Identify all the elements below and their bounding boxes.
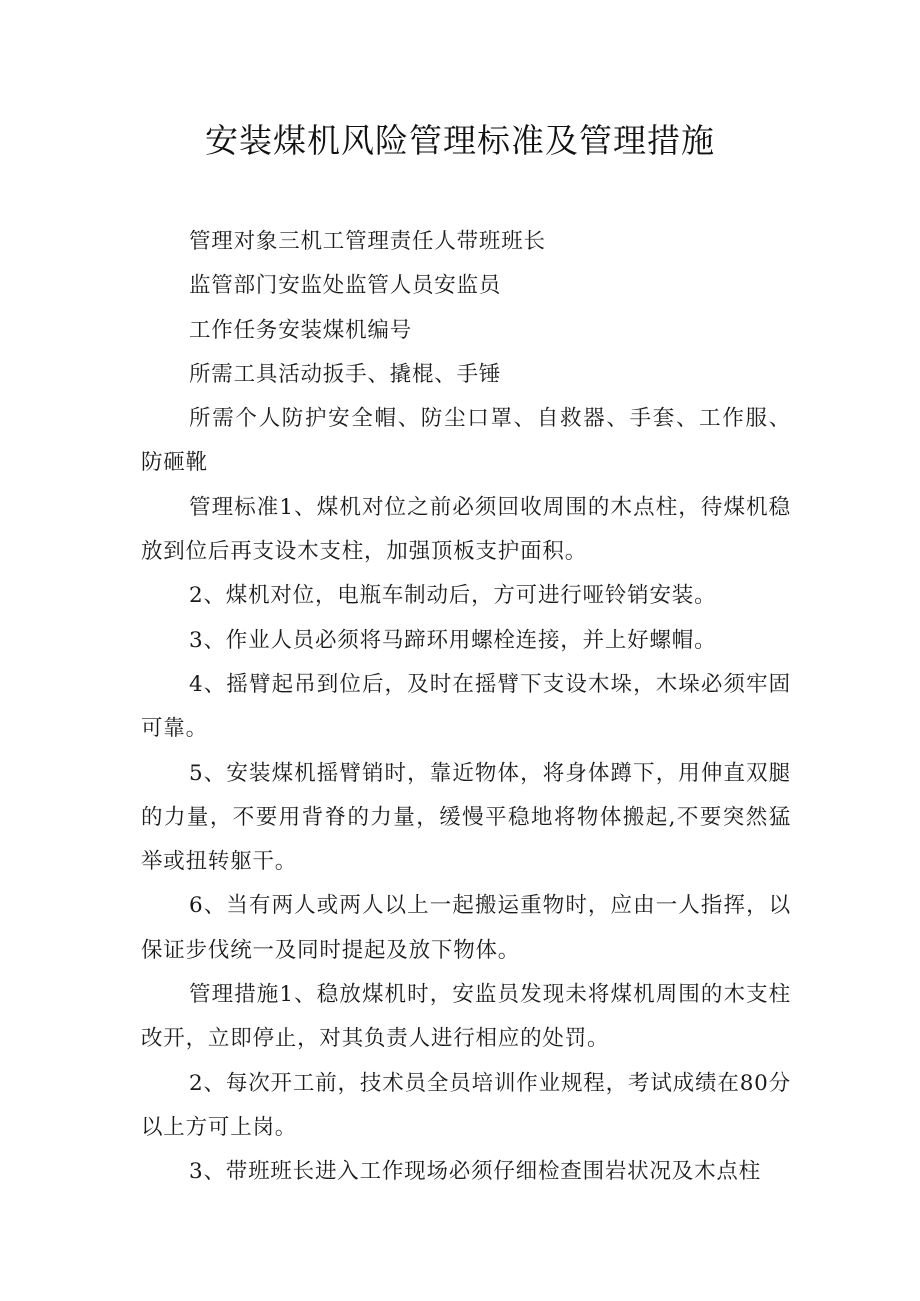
paragraph-standard-6: 6、当有两人或两人以上一起搬运重物时，应由一人指挥，以保证步伐统一及同时提起及放下物体。	[141, 893, 791, 963]
paragraph-standard-1: 管理标准1、煤机对位之前必须回收周围的木点柱，待煤机稳放到位后再支设木支柱，加强顶板支护面积。	[141, 494, 791, 565]
paragraph-measure-2: 2、每次开工前，技术员全员培训作业规程，考试成绩在80分以上方可上岗。	[141, 1070, 791, 1140]
paragraph-work-task: 工作任务安装煤机编号	[189, 317, 413, 343]
paragraph-standard-3: 3、作业人员必须将马蹄环用螺栓连接，并上好螺帽。	[189, 627, 717, 653]
paragraph-required-tools: 所需工具活动扳手、撬棍、手锤	[189, 361, 502, 387]
paragraph-measure-3: 3、带班班长进入工作现场必须仔细检查围岩状况及木点柱	[189, 1159, 761, 1185]
paragraph-measure-1: 管理措施1、稳放煤机时，安监员发现未将煤机周围的木支柱改开，立即停止，对其负责人进行相应的处罚。	[141, 982, 791, 1052]
document-title: 安装煤机风险管理标准及管理措施	[205, 121, 715, 160]
document-body	[141, 220, 791, 1195]
paragraph-standard-4: 4、摇臂起吊到位后，及时在摇臂下支设木垛，木垛必须牢固可靠。	[141, 671, 791, 742]
paragraph-personal-protection: 所需个人防护安全帽、防尘口罩、自救器、手套、工作服、防砸靴	[141, 406, 791, 476]
paragraph-standard-2: 2、煤机对位，电瓶车制动后，方可进行哑铃销安装。	[189, 583, 717, 609]
paragraph-supervision-dept: 监管部门安监处监管人员安监员	[189, 273, 502, 299]
paragraph-standard-5: 5、安装煤机摇臂销时，靠近物体，将身体蹲下，用伸直双腿的力量，不要用背脊的力量，缓慢平稳地将物体搬起,不要突然猛举或扭转躯干。	[141, 760, 791, 875]
paragraph-management-object: 管理对象三机工管理责任人带班班长	[189, 229, 546, 254]
